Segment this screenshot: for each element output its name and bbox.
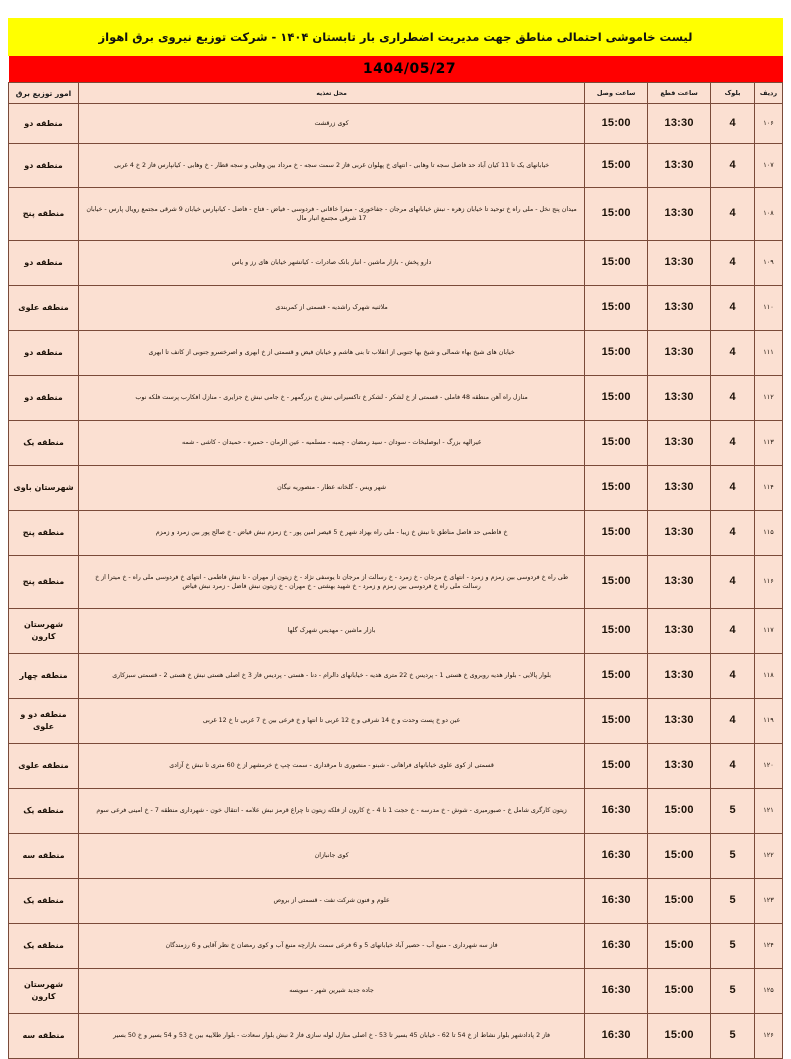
cell-radif: ۱۱۰ [755,286,783,331]
cell-off-time: 15:00 [648,789,711,834]
cell-radif: ۱۱۲ [755,376,783,421]
cell-radif: ۱۰۶ [755,104,783,144]
cell-off-time: 15:00 [648,969,711,1014]
cell-place: بازار ماشین - مهدیس شهرک گلها [79,609,585,654]
cell-area: منطقه یک [9,924,79,969]
table-row [9,376,783,421]
table-row [9,241,783,286]
outage-table [8,82,783,1059]
table-row [9,924,783,969]
table-row [9,654,783,699]
cell-area: منطقه دو [9,376,79,421]
cell-off-time: 13:30 [648,421,711,466]
table-header-row [9,83,783,104]
cell-off-time: 13:30 [648,241,711,286]
cell-place: بلوار پالایی - بلوار هدیه روبروی خ هستی 1 - پردیس خ 22 متری هدیه - خیابانهای دالرام - دنا - هستی - پردیس فاز 3 خ اصلی هستی نبش خ هستی 2 - قسمتی سبزکاری [79,654,585,699]
cell-area: منطقه علوی [9,286,79,331]
cell-off-time: 13:30 [648,511,711,556]
cell-block: 5 [711,879,755,924]
cell-off-time: 15:00 [648,834,711,879]
cell-block: 4 [711,556,755,609]
cell-area: منطقه پنج [9,556,79,609]
cell-block: 5 [711,834,755,879]
table-row [9,1014,783,1059]
cell-off-time: 13:30 [648,144,711,188]
cell-block: 5 [711,789,755,834]
cell-radif: ۱۱۹ [755,699,783,744]
cell-place: قسمتی از کوی علوی خیابانهای فراهانی - شبنو - منصوری تا مرقداری - سمت چپ خ خرمشهر از خ 60 متری تا نبش خ آزادی [79,744,585,789]
table-row [9,511,783,556]
cell-off-time: 15:00 [648,924,711,969]
cell-place: دارو پخش - بازار ماشین - انبار بانک صادرات - کیانشهر خیابان های رز و یاس [79,241,585,286]
cell-radif: ۱۲۳ [755,879,783,924]
cell-area: منطقه دو و علوی [9,699,79,744]
table-row [9,969,783,1014]
cell-radif: ۱۱۷ [755,609,783,654]
cell-place: فاز سه شهرداری - منبع آب - حصیر آباد خیابانهای 5 و 6 فرعی سمت بازارچه منبع آب و کوی رمضان خ نظر آقایی و 6 رزمندگان [79,924,585,969]
cell-off-time: 13:30 [648,286,711,331]
column-header-area: امور توزیع برق [9,83,79,104]
cell-block: 4 [711,104,755,144]
cell-on-time: 15:00 [585,654,648,699]
table-row [9,834,783,879]
table-row [9,104,783,144]
cell-area: منطقه پنج [9,511,79,556]
table-row [9,144,783,188]
table-body [9,104,783,1059]
cell-off-time: 13:30 [648,654,711,699]
cell-on-time: 15:00 [585,466,648,511]
cell-place: غیرالهه بزرگ - ابوصلیخات - سودان - سید رمضان - چمبه - مسلمیه - عین الزمان - حمیره - حمیدان - کاشی - شمه [79,421,585,466]
table-row [9,879,783,924]
cell-on-time: 15:00 [585,421,648,466]
cell-block: 4 [711,188,755,241]
cell-block: 4 [711,241,755,286]
schedule-date: 1404/05/27 [362,61,457,77]
column-header-radif: ردیف [755,83,783,104]
cell-area: منطقه دو [9,331,79,376]
cell-on-time: 15:00 [585,241,648,286]
cell-place: خیابانهای یک تا 11 کیان آباد حد فاصل سجه تا وهابی - انتهای خ پهلوان غربی فاز 2 سمت سجه - خ مرداد بین وهابی و سجه قطار - خ وهابی - کیانپارس فاز 2 خ 4 غربی [79,144,585,188]
cell-radif: ۱۱۸ [755,654,783,699]
cell-block: 5 [711,1014,755,1059]
cell-radif: ۱۰۹ [755,241,783,286]
cell-place: کوی زرقشت [79,104,585,144]
column-header-block: بلوک [711,83,755,104]
cell-radif: ۱۱۱ [755,331,783,376]
cell-on-time: 16:30 [585,969,648,1014]
cell-on-time: 15:00 [585,104,648,144]
cell-off-time: 13:30 [648,104,711,144]
cell-on-time: 15:00 [585,609,648,654]
cell-on-time: 15:00 [585,511,648,556]
cell-area: منطقه دو [9,144,79,188]
cell-radif: ۱۲۲ [755,834,783,879]
cell-on-time: 15:00 [585,286,648,331]
cell-radif: ۱۰۸ [755,188,783,241]
cell-place: زیتون کارگری شامل خ - صبورمیری - شوش - خ مدرسه - خ حجت 1 تا 4 - خ کارون از فلکه زیتون تا چراغ قرمز نبش علامه - انتقال خون - شهرداری منطقه 7 - خ امینی فرعی سوم [79,789,585,834]
cell-on-time: 15:00 [585,699,648,744]
table-row [9,188,783,241]
cell-off-time: 15:00 [648,1014,711,1059]
cell-radif: ۱۱۶ [755,556,783,609]
cell-radif: ۱۰۷ [755,144,783,188]
cell-block: 4 [711,376,755,421]
cell-place: طی راه خ فردوسی بین زمزم و زمرد - انتهای خ مرجان - خ زمرد - خ رسالت از مرجان تا یوسفی نژاد - خ زیتون از مهران - تا نبش فاطمی - انتهای خ فردوسی ملی راه - خ میترا از خ رسالت ملی راه خ فردوسی بین زمزم و زمرد - خ شهید بهشتی - خ مهران - خ زیتون نبش فاضل - زمرد نبش فیاض [79,556,585,609]
cell-on-time: 15:00 [585,744,648,789]
table-row [9,744,783,789]
cell-block: 4 [711,421,755,466]
cell-on-time: 16:30 [585,1014,648,1059]
cell-off-time: 13:30 [648,556,711,609]
cell-block: 5 [711,969,755,1014]
cell-on-time: 15:00 [585,144,648,188]
cell-block: 4 [711,654,755,699]
cell-off-time: 13:30 [648,376,711,421]
cell-area: منطقه یک [9,789,79,834]
cell-block: 4 [711,144,755,188]
cell-place: کوی جانبازان [79,834,585,879]
cell-on-time: 16:30 [585,789,648,834]
cell-block: 4 [711,286,755,331]
cell-place: فاز 2 پادادشهر بلوار نشاط از خ 54 تا 62 - خیابان 45 بسیر تا 53 - خ اصلی منازل لوله سازی فاز 2 نبش بلوار سعادت - بلوار طلاییه بین خ 53 و 54 بسیر و خ 50 بسیر [79,1014,585,1059]
cell-block: 4 [711,331,755,376]
cell-radif: ۱۲۵ [755,969,783,1014]
cell-area: منطقه دو [9,241,79,286]
cell-on-time: 16:30 [585,834,648,879]
cell-place: علوم و فنون شرکت نفت - قسمتی از بروص [79,879,585,924]
cell-radif: ۱۱۳ [755,421,783,466]
cell-block: 4 [711,744,755,789]
cell-area: منطقه سه [9,1014,79,1059]
cell-off-time: 13:30 [648,466,711,511]
cell-radif: ۱۲۱ [755,789,783,834]
cell-off-time: 13:30 [648,331,711,376]
table-row [9,609,783,654]
cell-off-time: 13:30 [648,188,711,241]
cell-off-time: 13:30 [648,744,711,789]
cell-radif: ۱۱۵ [755,511,783,556]
cell-radif: ۱۲۴ [755,924,783,969]
cell-place: خ فاطمی حد فاصل مناطق تا نبش خ زیبا - ملی راه بهزاد شهر خ 5 قیصر امین پور - خ زمزم نبش فیاض - خ صالح پور بین زمرد و زمزم [79,511,585,556]
cell-off-time: 13:30 [648,609,711,654]
column-header-on-time: ساعت وصل [585,83,648,104]
cell-place: میدان پنج نخل - ملی راه خ توحید تا خیابان زهره - نبش خیابانهای مرجان - جفاخوری - میترا خاقانی - فردوسی - فیاض - فتاح - فاضل - کیانپارس خیابان 9 شرقی مجتمع رویال پارس - خیابان 17 شرقی مجتمع انبار مال [79,188,585,241]
cell-place: خیابان های شیخ بهاء شمالی و شیخ بها جنوبی از انقلاب تا بنی هاشم و خیابان فیض و قسمتی از خ ابهری و اصرخسرو جنوبی از کانف تا ابهری [79,331,585,376]
cell-on-time: 15:00 [585,376,648,421]
cell-area: منطقه پنج [9,188,79,241]
date-banner [8,56,783,82]
cell-area: شهرستان کارون [9,609,79,654]
cell-on-time: 16:30 [585,924,648,969]
cell-on-time: 15:00 [585,331,648,376]
table-row [9,699,783,744]
column-header-off-time: ساعت قطع [648,83,711,104]
cell-area: منطقه دو [9,104,79,144]
date-banner-main [36,56,783,82]
page-title: لیست خاموشی احتمالی مناطق جهت مدیریت اضطراری بار تابستان ۱۴۰۴ - شرکت توزیع نیروی برق اهواز [98,30,693,44]
column-header-place: محل تغذیه [79,83,585,104]
date-banner-spacer [8,56,36,82]
cell-area: منطقه یک [9,879,79,924]
cell-radif: ۱۲۰ [755,744,783,789]
table-row [9,286,783,331]
table-row [9,421,783,466]
cell-block: 4 [711,466,755,511]
cell-off-time: 15:00 [648,879,711,924]
cell-block: 4 [711,699,755,744]
cell-block: 5 [711,924,755,969]
cell-off-time: 13:30 [648,699,711,744]
cell-area: منطقه چهار [9,654,79,699]
cell-area: شهرستان باوی [9,466,79,511]
cell-area: منطقه سه [9,834,79,879]
cell-place: شهر ویس - گلخانه عطار - منصوریه نیگان [79,466,585,511]
table-row [9,556,783,609]
table-row [9,331,783,376]
cell-place: منازل راه آهن منطقه 48 فاملی - قسمتی از خ لشکر - لشکر خ تاکسیرانی نبش خ بزرگمهر - خ جامی نبش خ جزایری - منازل افکارب پرست فلکه نوب [79,376,585,421]
cell-place: جاده جدید شیرین شهر - سویسه [79,969,585,1014]
cell-area: منطقه علوی [9,744,79,789]
cell-on-time: 15:00 [585,556,648,609]
cell-on-time: 15:00 [585,188,648,241]
title-banner [8,18,783,56]
cell-radif: ۱۲۶ [755,1014,783,1059]
cell-block: 4 [711,609,755,654]
cell-on-time: 16:30 [585,879,648,924]
cell-radif: ۱۱۴ [755,466,783,511]
cell-place: ملاثنیه شهرک راشدیه - قسمتی از کمربندی [79,286,585,331]
cell-area: شهرستان کارون [9,969,79,1014]
table-row [9,466,783,511]
table-row [9,789,783,834]
cell-place: عین دو خ پست وحدت و خ 14 شرقی و خ 12 غربی تا انتها و خ فرعی بین خ 7 غربی تا خ 12 غربی [79,699,585,744]
table-header [9,83,783,104]
cell-area: منطقه یک [9,421,79,466]
cell-block: 4 [711,511,755,556]
